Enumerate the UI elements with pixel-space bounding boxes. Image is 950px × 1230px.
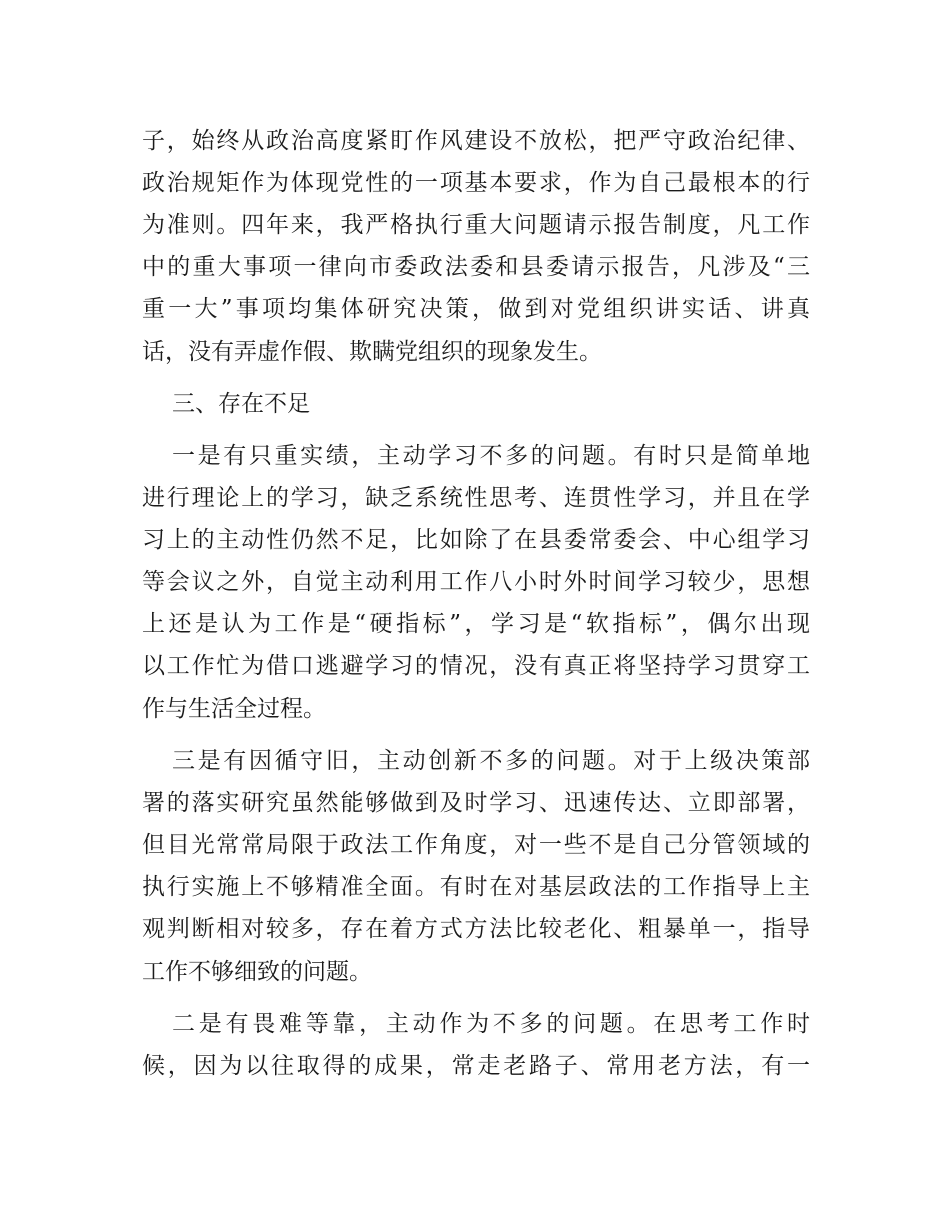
paragraph-line: 为准则。四年来，我严格执行重大问题请示报告制度，凡工作 (142, 212, 810, 238)
paragraph-line: 候，因为以往取得的成果，常走老路子、常用老方法，有一 (142, 1053, 810, 1079)
paragraph-line: 但目光常常局限于政法工作角度，对一些不是自己分管领域的 (142, 832, 810, 858)
paragraph-line: 观判断相对较多，存在着方式方法比较老化、粗暴单一，指导 (142, 916, 810, 942)
paragraph-line: 习上的主动性仍然不足，比如除了在县委常委会、中心组学习 (142, 527, 810, 553)
paragraph-line: 署的落实研究虽然能够做到及时学习、迅速传达、立即部署， (142, 790, 810, 816)
paragraph-line: 上还是认为工作是“硬指标”，学习是“软指标”，偶尔出现 (142, 611, 810, 637)
paragraph-line: 重一大”事项均集体研究决策，做到对党组织讲实话、讲真 (142, 296, 810, 322)
paragraph-first-line: 二是有畏难等靠，主动作为不多的问题。在思考工作时 (172, 1011, 810, 1037)
paragraph-first-line: 三是有因循守旧，主动创新不多的问题。对于上级决策部 (172, 748, 810, 774)
paragraph-line: 等会议之外，自觉主动利用工作八小时外时间学习较少，思想 (142, 569, 810, 595)
paragraph-line: 中的重大事项一律向市委政法委和县委请示报告，凡涉及“三 (142, 254, 810, 280)
paragraph-line: 话，没有弄虚作假、欺瞒党组织的现象发生。 (142, 339, 602, 365)
paragraph-line: 工作不够细致的问题。 (142, 959, 372, 985)
paragraph-line: 子，始终从政治高度紧盯作风建设不放松，把严守政治纪律、 (142, 128, 810, 154)
paragraph-line: 进行理论上的学习，缺乏系统性思考、连贯性学习，并且在学 (142, 485, 810, 511)
paragraph-first-line: 一是有只重实绩，主动学习不多的问题。有时只是简单地 (172, 443, 810, 469)
section-heading: 三、存在不足 (172, 391, 310, 417)
paragraph-line: 作与生活全过程。 (142, 696, 326, 722)
paragraph-line: 执行实施上不够精准全面。有时在对基层政法的工作指导上主 (142, 874, 810, 900)
paragraph-line: 政治规矩作为体现党性的一项基本要求，作为自己最根本的行 (142, 170, 810, 196)
paragraph-line: 以工作忙为借口逃避学习的情况，没有真正将坚持学习贯穿工 (142, 653, 810, 679)
